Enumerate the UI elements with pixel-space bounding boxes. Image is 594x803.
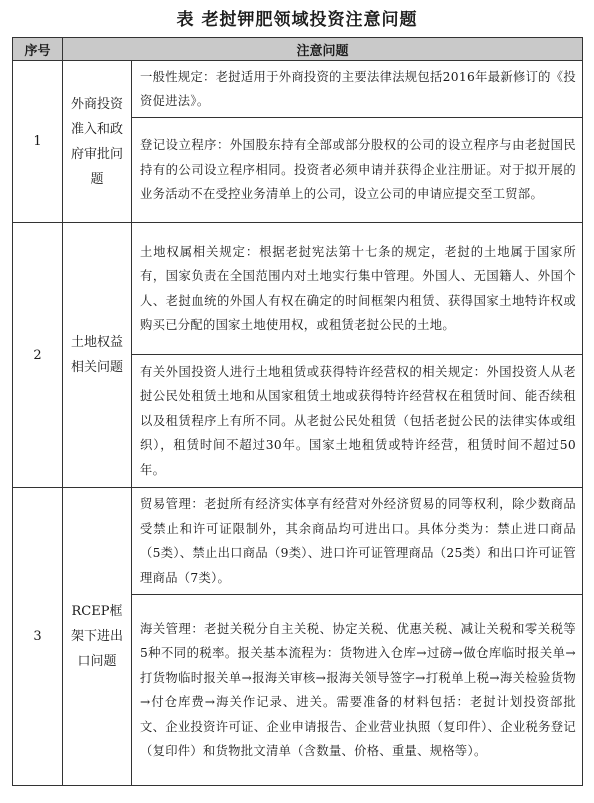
table-row bbox=[13, 488, 583, 595]
issue-item: 贸易管理：老挝所有经济实体享有经营对外经济贸易的同等权利，除少数商品受禁止和许可证限制外，其余商品均可进出口。具体分类为：禁止进口商品（5类）、禁止出口商品（9类）、进口许可证管理商品（25类）和出口许可证管理商品（7类）。 bbox=[132, 488, 583, 595]
header-issues: 注意问题 bbox=[63, 38, 583, 61]
issues-table bbox=[12, 37, 583, 786]
row-topic: 土地权益相关问题 bbox=[63, 223, 132, 488]
issue-item: 有关外国投资人进行土地租赁或获得特许经营权的相关规定：外国投资人从老挝公民处租赁土地和从国家租赁土地或获得特许经营权在租赁时间、能否续租以及租赁程序上有所不同。从老挝公民处租赁（包括老挝公民的法律实体或组织），租赁时间不超过30年。国家土地租赁或特许经营，租赁时间不超过50年。 bbox=[132, 355, 583, 488]
table-row bbox=[13, 61, 583, 118]
header-index: 序号 bbox=[13, 38, 63, 61]
row-topic: RCEP框架下进出口问题 bbox=[63, 488, 132, 786]
row-index: 1 bbox=[13, 61, 63, 223]
table-title: 表 老挝钾肥领域投资注意问题 bbox=[176, 10, 418, 30]
row-topic: 外商投资准入和政府审批问题 bbox=[63, 61, 132, 223]
issue-item: 登记设立程序：外国股东持有全部或部分股权的公司的设立程序与由老挝国民持有的公司设立程序相同。投资者必须申请并获得企业注册证。对于拟开展的业务活动不在受控业务清单上的公司，设立公司的申请应提交至工贸部。 bbox=[132, 118, 583, 223]
issue-item: 土地权属相关规定：根据老挝宪法第十七条的规定，老挝的土地属于国家所有，国家负责在全国范围内对土地实行集中管理。外国人、无国籍人、外国个人、老挝血统的外国人有权在确定的时间框架内租赁、获得国家土地特许权或购买已分配的国家土地使用权，或租赁老挝公民的土地。 bbox=[132, 223, 583, 355]
row-index: 2 bbox=[13, 223, 63, 488]
row-index: 3 bbox=[13, 488, 63, 786]
table-row bbox=[13, 223, 583, 355]
issue-item: 海关管理：老挝关税分自主关税、协定关税、优惠关税、减让关税和零关税等5种不同的税率。报关基本流程为：货物进入仓库→过磅→做仓库临时报关单→打货物临时报关单→报海关审核→报海关领导签字→打税单上税→海关检验货物→付仓库费→海关作记录、进关。需要准备的材料包括：老挝计划投资部批文、企业投资许可证、企业申请报告、企业营业执照（复印件）、企业税务登记（复印件）和货物批文清单（含数量、价格、重量、规格等）。 bbox=[132, 595, 583, 786]
table-header-row bbox=[13, 38, 583, 61]
issue-item: 一般性规定：老挝适用于外商投资的主要法律法规包括2016年最新修订的《投资促进法》。 bbox=[132, 61, 583, 118]
